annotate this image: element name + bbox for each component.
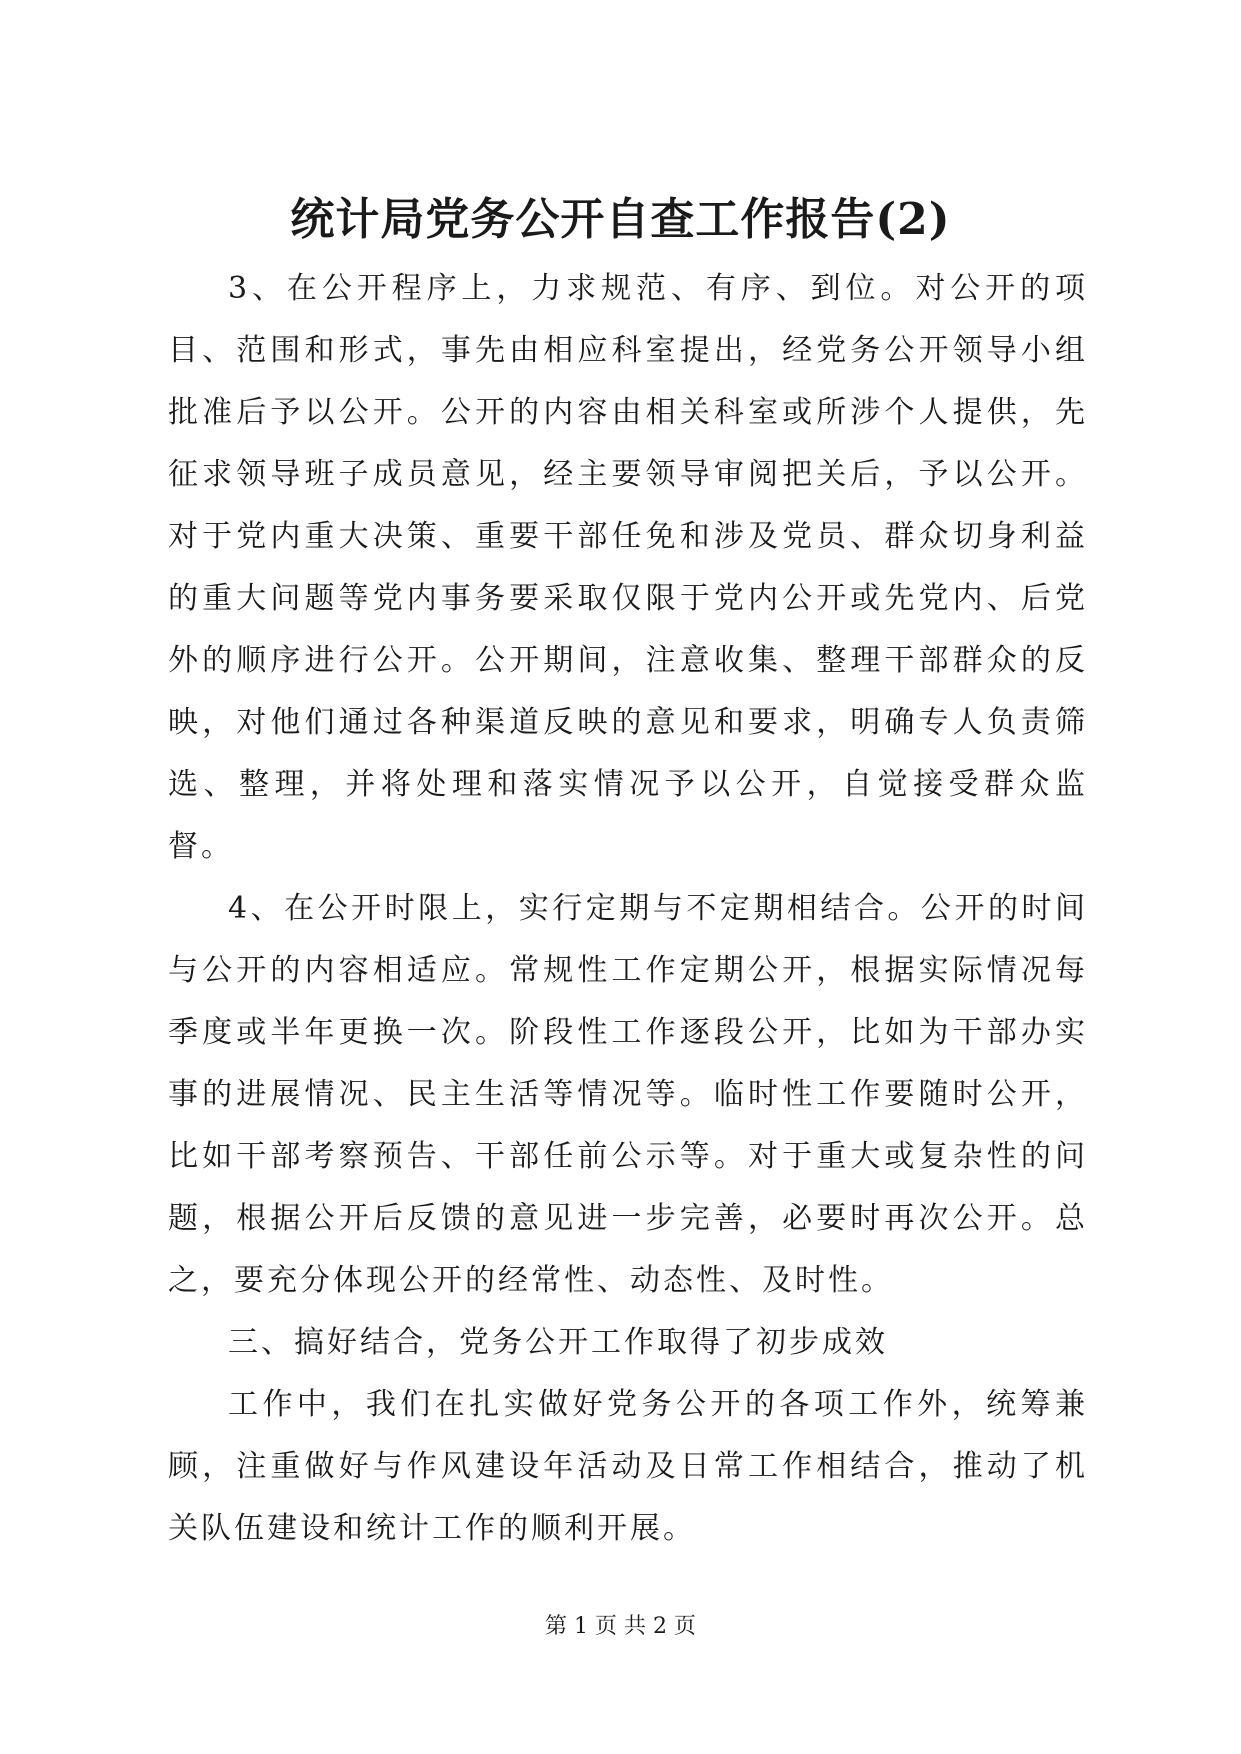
- paragraph-time-limit: 4、在公开时限上，实行定期与不定期相结合。公开的时间与公开的内容相适应。常规性工作定期公开，根据实际情况每季度或半年更换一次。阶段性工作逐段公开，比如为干部办实事的进展情况、民主生活等情况等。临时性工作要随时公开，比如干部考察预告、干部任前公示等。对于重大或复杂性的问题，根据公开后反馈的意见进一步完善，必要时再次公开。总之，要充分体现公开的经常性、动态性、及时性。: [168, 891, 1088, 1298]
- page-number-footer: 第 1 页 共 2 页: [545, 1614, 696, 1639]
- paragraph-work-combination: 工作中，我们在扎实做好党务公开的各项工作外，统筹兼顾，注重做好与作风建设年活动及日常工作相结合，推动了机关队伍建设和统计工作的顺利开展。: [168, 1387, 1088, 1546]
- section-heading-results: 三、搞好结合，党务公开工作取得了初步成效: [228, 1325, 888, 1360]
- document-body: [168, 258, 1088, 1560]
- document-title: 统计局党务公开自查工作报告(2): [290, 194, 951, 245]
- paragraph-procedure: 3、在公开程序上，力求规范、有序、到位。对公开的项目、范围和形式，事先由相应科室提出，经党务公开领导小组批准后予以公开。公开的内容由相关科室或所涉个人提供，先征求领导班子成员意见，经主要领导审阅把关后，予以公开。对于党内重大决策、重要干部任免和涉及党员、群众切身利益的重大问题等党内事务要采取仅限于党内公开或先党内、后党外的顺序进行公开。公开期间，注意收集、整理干部群众的反映，对他们通过各种渠道反映的意见和要求，明确专人负责筛选、整理，并将处理和落实情况予以公开，自觉接受群众监督。: [168, 271, 1088, 864]
